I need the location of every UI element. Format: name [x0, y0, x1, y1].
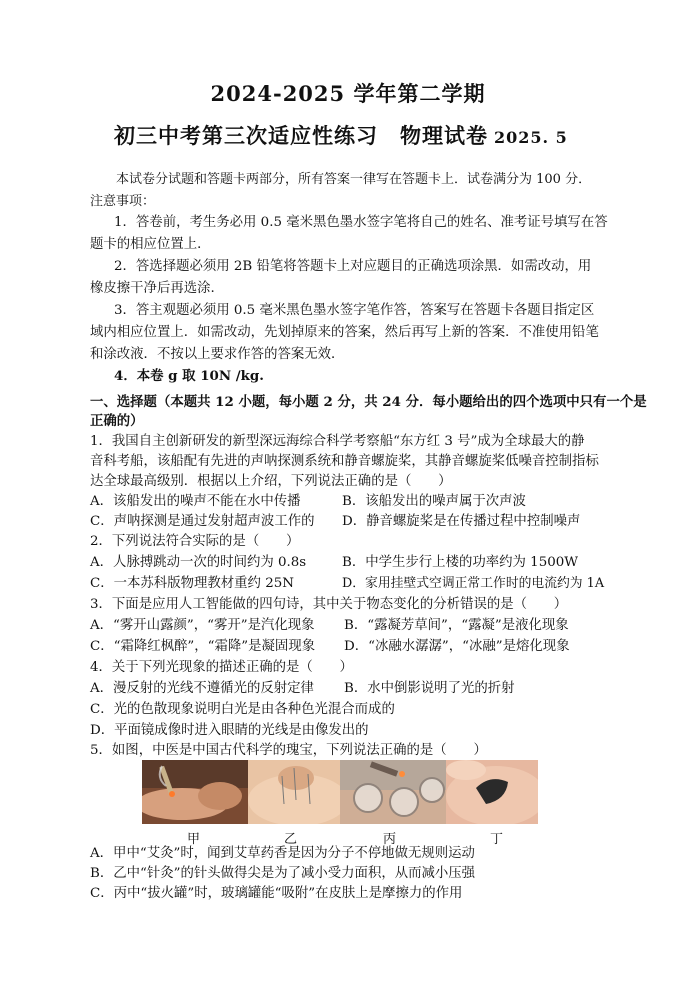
photo-caption-ding: 丁: [490, 832, 504, 847]
q4-stem: 4．关于下列光现象的描述正确的是（ ）: [90, 660, 353, 675]
photo-caption-yi: 乙: [284, 832, 298, 847]
q1-option-b: B．该船发出的噪声属于次声波: [342, 494, 526, 509]
note-4: 4．本卷 g 取 10N /kg.: [114, 368, 264, 384]
note-1-line-1: 1．答卷前，考生务必用 0.5 毫米黑色墨水签字笔将自己的姓名、准考证号填写在答: [114, 215, 608, 230]
note-3-line-3: 和涂改液．不按以上要求作答的答案无效．: [90, 347, 345, 362]
q1-stem-line-3: 达全球最高级别．根据以上介绍，下列说法正确的是（ ）: [90, 474, 452, 489]
note-1-line-2: 题卡的相应位置上．: [90, 237, 211, 252]
acupuncture-photo: [248, 760, 340, 824]
exam-date: 2025. 5: [494, 128, 568, 147]
q3-option-b: B．“露凝芳草间”，“露凝”是液化现象: [344, 618, 569, 633]
notes-heading: 注意事项：: [90, 194, 156, 209]
q4-option-a: A．漫反射的光线不遵循光的反射定律: [90, 681, 314, 696]
q3-option-c: C．“霜降红枫醉”，“霜降”是凝固现象: [90, 639, 316, 654]
section-heading-line-2: 正确的）: [90, 413, 144, 429]
note-3-line-2: 域内相应位置上．如需改动，先划掉原来的答案，然后再写上新的答案．不准使用铅笔: [90, 325, 599, 340]
q2-option-a: A．人脉搏跳动一次的时间约为 0.8s: [90, 555, 307, 570]
q4-option-b: B．水中倒影说明了光的折射: [344, 681, 515, 696]
exam-subject: 物理试卷: [400, 123, 488, 148]
q2-stem: 2．下列说法符合实际的是（ ）: [90, 534, 300, 549]
q5-stem: 5．如图，中医是中国古代科学的瑰宝，下列说法正确的是（ ）: [90, 743, 487, 758]
q2-option-c: C．一本苏科版物理教材重约 25N: [90, 576, 294, 591]
intro-text: 本试卷分试题和答题卡两部分，所有答案一律写在答题卡上．试卷满分为 100 分．: [116, 172, 592, 187]
q1-stem-line-2: 音科考船，该船配有先进的声呐探测系统和静音螺旋桨，其静音螺旋桨低噪音控制指标: [90, 454, 599, 469]
q1-option-d: D．静音螺旋桨是在传播过程中控制噪声: [342, 514, 581, 529]
photo-caption-bing: 丙: [383, 832, 397, 847]
exam-year-heading: 2024-2025 学年第二学期: [210, 81, 486, 106]
q3-stem: 3．下面是应用人工智能做的四句诗，其中关于物态变化的分析错误的是（ ）: [90, 597, 568, 612]
photo-caption-jia: 甲: [187, 832, 201, 847]
section-heading-line-1: 一、选择题（本题共 12 小题，每小题 2 分，共 24 分．每小题给出的四个选项中只有一个是: [90, 394, 647, 410]
q5-option-a: A．甲中“艾灸”时，闻到艾草药香是因为分子不停地做无规则运动: [90, 846, 475, 861]
q2-option-b: B．中学生步行上楼的功率约为 1500W: [342, 555, 579, 570]
q1-option-c: C．声呐探测是通过发射超声波工作的: [90, 514, 315, 529]
q5-option-c: C．丙中“拔火罐”时，玻璃罐能“吸附”在皮肤上是摩擦力的作用: [90, 886, 463, 901]
q1-option-a: A．该船发出的噪声不能在水中传播: [90, 494, 301, 509]
q5-option-b: B．乙中“针灸”的针头做得尖是为了减小受力面积，从而减小压强: [90, 866, 476, 881]
q4-option-c: C．光的色散现象说明白光是由各种色光混合而成的: [90, 702, 395, 717]
note-2-line-2: 橡皮擦干净后再选涂.: [90, 281, 215, 296]
q4-option-d: D．平面镜成像时进入眼睛的光线是由像发出的: [90, 723, 369, 738]
q1-stem-line-1: 1．我国自主创新研发的新型深远海综合科学考察船“东方红 3 号”成为全球最大的静: [90, 434, 585, 449]
guasha-photo: [446, 760, 538, 824]
tcm-photo-strip: [142, 760, 538, 824]
q2-option-d: D．家用挂壁式空调正常工作时的电流约为 1A: [342, 576, 605, 591]
note-3-line-1: 3．答主观题必须用 0.5 毫米黑色墨水签字笔作答，答案写在答题卡各题目指定区: [114, 303, 595, 318]
note-2-line-1: 2．答选择题必须用 2B 铅笔将答题卡上对应题目的正确选项涂黑．如需改动，用: [114, 259, 592, 274]
exam-title: [114, 120, 568, 150]
q3-option-d: D．“冰融水潺潺”，“冰融”是熔化现象: [344, 639, 570, 654]
q3-option-a: A．“雾开山露颜”，“雾开”是汽化现象: [90, 618, 315, 633]
moxibustion-photo: [142, 760, 248, 824]
cupping-photo: [340, 760, 446, 824]
exam-title-main: 初三中考第三次适应性练习: [114, 123, 378, 148]
